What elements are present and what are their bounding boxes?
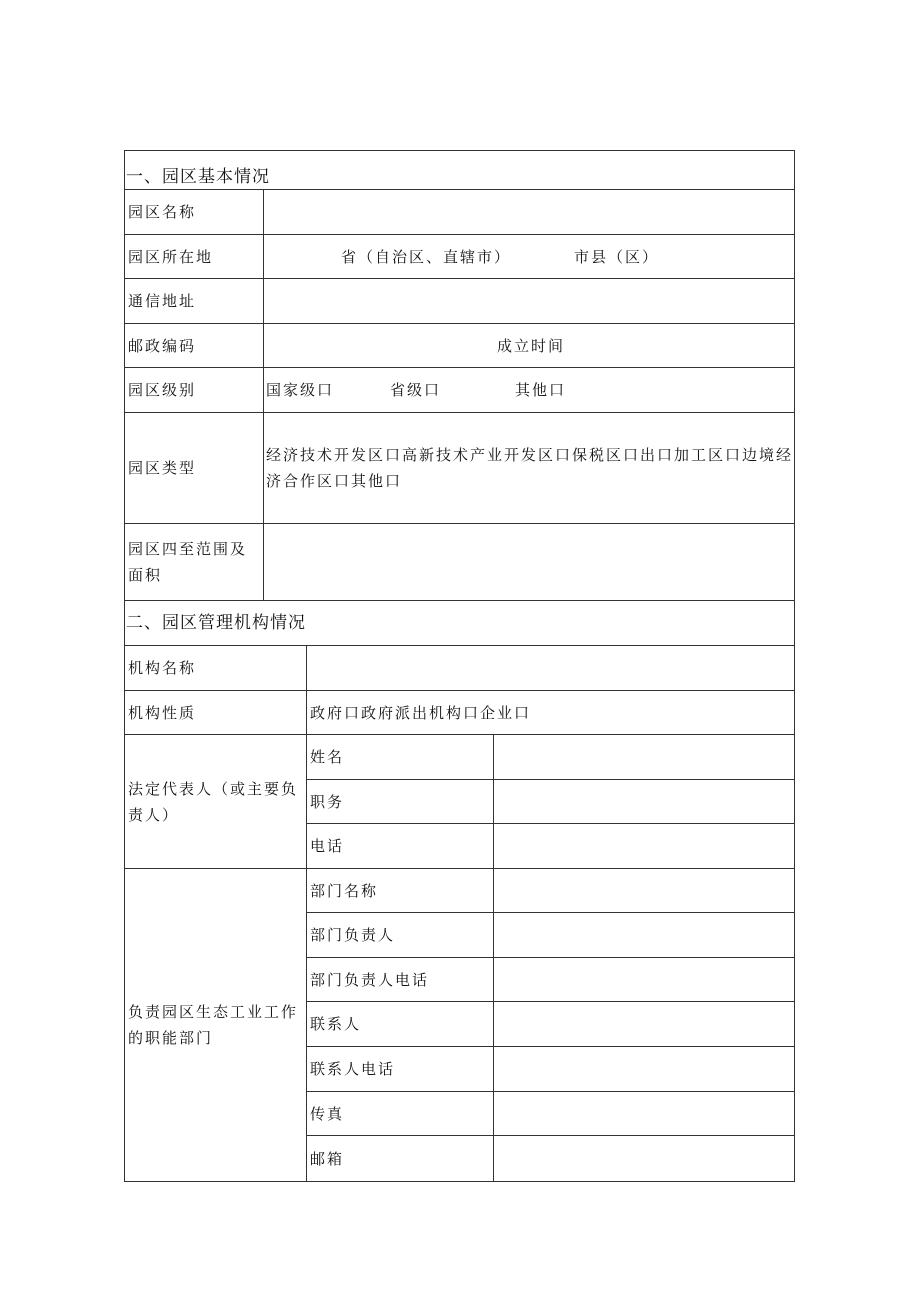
legal-rep-label [128,735,304,868]
dept-label [128,869,304,1181]
column-divider [306,645,307,1182]
section-2-title: 二、园区管理机构情况 [126,613,306,633]
type-label: 园区类型 [128,459,197,477]
contact-phone-label: 联系人电话 [310,1060,396,1078]
level-option-other[interactable]: 其他口 [515,381,567,399]
location-city-text: 市县（区） [574,247,660,266]
org-name-input[interactable] [307,646,794,690]
type-options-text: 经济技术开发区口高新技术产业开发区口保税区口出口加工区口边境经济合作区口其他口 [266,446,794,490]
contact-phone-input[interactable] [494,1047,794,1091]
dept-name-label: 部门名称 [310,881,379,900]
dept-head-phone-input[interactable] [494,958,794,1001]
org-nature-label: 机构性质 [128,703,197,722]
level-option-provincial[interactable]: 省级口 [390,381,442,399]
scope-input[interactable] [264,524,794,600]
address-label: 通信地址 [128,292,197,310]
level-label: 园区级别 [128,381,197,399]
dept-head-phone-label: 部门负责人电话 [310,970,430,989]
fax-input[interactable] [494,1092,794,1135]
park-name-label: 园区名称 [128,203,197,221]
dept-head-label: 部门负责人 [310,926,396,944]
org-nature-options[interactable]: 政府口政府派出机构口企业口 [310,703,532,722]
address-input[interactable] [264,279,794,323]
fax-label: 传真 [310,1104,345,1123]
location-label: 园区所在地 [128,247,214,266]
email-input[interactable] [494,1136,794,1181]
legal-rep-title-label: 职务 [310,792,345,811]
location-province-text: 省（自治区、直辖市） [341,247,512,266]
legal-rep-phone-input[interactable] [494,824,794,868]
contact-input[interactable] [494,1002,794,1046]
founded-label: 成立时间 [497,336,566,355]
dept-label-text: 负责园区生态工业工作的职能部门 [128,1003,299,1047]
legal-rep-name-label: 姓名 [310,748,345,766]
legal-rep-phone-label: 电话 [310,837,345,855]
dept-head-input[interactable] [494,913,794,957]
org-name-label: 机构名称 [128,659,197,677]
row-divider [124,367,795,368]
legal-rep-name-input[interactable] [494,735,794,779]
contact-label: 联系人 [310,1015,362,1033]
postcode-label: 邮政编码 [128,336,197,355]
park-name-input[interactable] [264,190,794,234]
dept-name-input[interactable] [494,869,794,912]
legal-rep-title-input[interactable] [494,780,794,823]
legal-rep-label-text: 法定代表人（或主要负责人） [128,779,299,824]
email-label: 邮箱 [310,1149,345,1168]
scope-label-text: 园区四至范围及面积 [128,540,248,584]
scope-label [128,524,261,600]
type-options[interactable] [266,413,794,523]
level-option-national[interactable]: 国家级口 [266,381,335,399]
section-1-title: 一、园区基本情况 [126,167,270,187]
